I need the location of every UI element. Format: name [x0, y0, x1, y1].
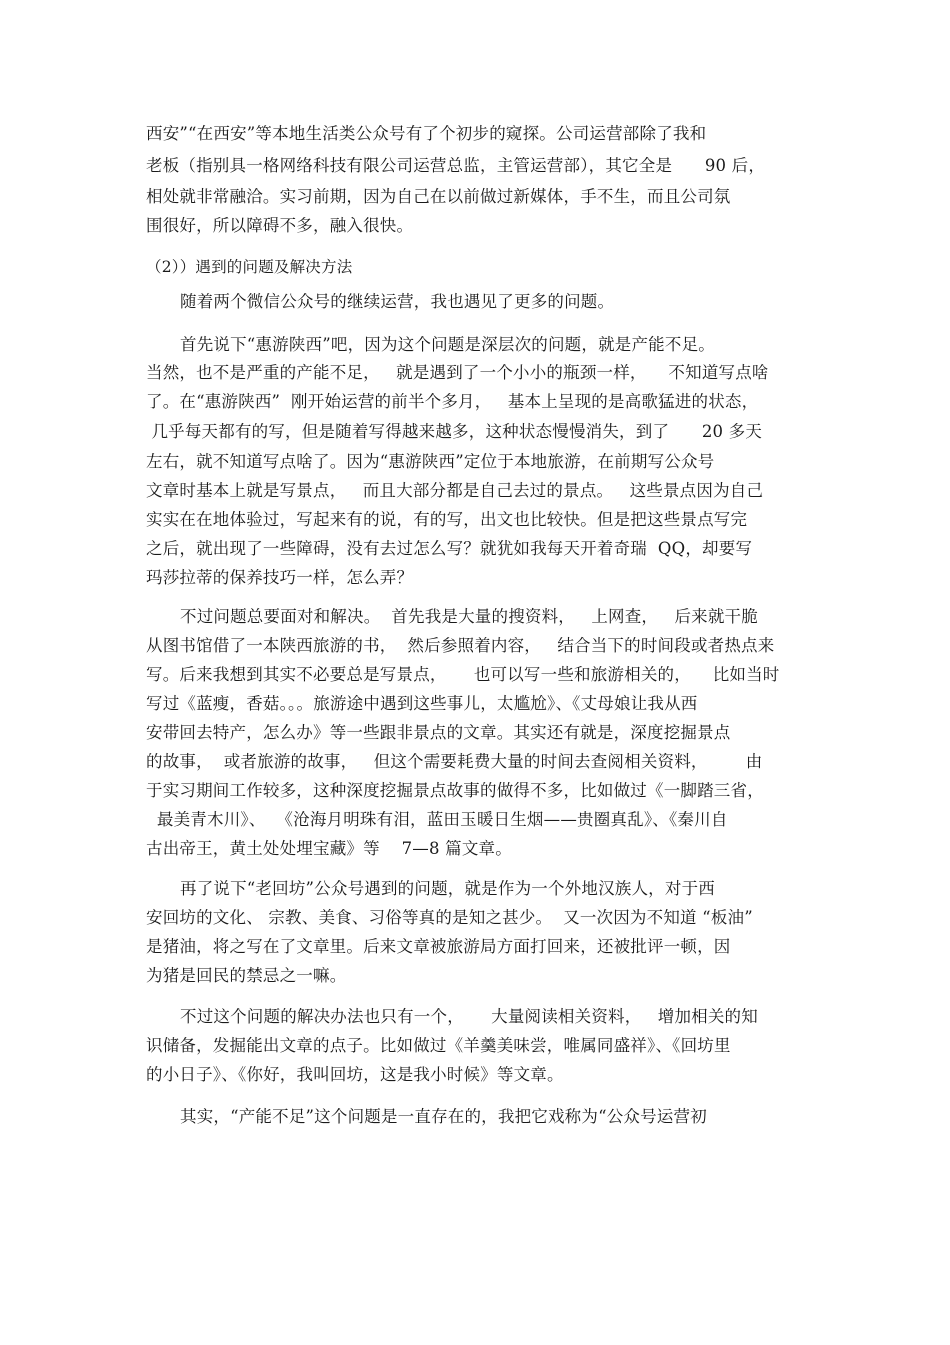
text-line: 之后，就出现了一些障碍，没有去过怎么写？就犹如我每天开着奇瑞 QQ，却要写 [146, 539, 753, 558]
section-heading: （2））遇到的问题及解决方法 [146, 258, 353, 276]
text-line: 于实习期间工作较多，这种深度挖掘景点故事的做得不多，比如做过《一脚踏三省， [146, 781, 764, 800]
text-line: 左右，就不知道写点啥了。因为“惠游陕西”定位于本地旅游，在前期写公众号 [146, 452, 715, 471]
text-line: 古出帝王，黄土处处埋宝藏》等 7—8 篇文章。 [146, 839, 512, 858]
text-line: 不过问题总要面对和解决。 首先我是大量的搜资料， 上网查， 后来就干脆 [180, 607, 758, 626]
text-line: 最美青木川》、 《沧海月明珠有泪，蓝田玉暖日生烟——贵圈真乱》、《秦川自 [146, 810, 728, 829]
text-line: 从图书馆借了一本陕西旅游的书， 然后参照着内容， 结合当下的时间段或者热点来 [146, 636, 775, 655]
text-line: 当然，也不是严重的产能不足， 就是遇到了一个小小的瓶颈一样， 不知道写点啥 [146, 363, 769, 382]
text-line: 为猪是回民的禁忌之一嘛。 [146, 966, 347, 985]
text-line: 几乎每天都有的写，但是随着写得越来越多，这种状态慢慢消失，到了 20 多天 [146, 422, 763, 441]
text-line: 写。后来我想到其实不必要总是写景点， 也可以写一些和旅游相关的， 比如当时 [146, 665, 780, 684]
text-line: 了。在“惠游陕西” 刚开始运营的前半个多月， 基本上呈现的是高歌猛进的状态， [146, 392, 759, 411]
text-line: 相处就非常融洽。实习前期，因为自己在以前做过新媒体，手不生，而且公司氛 [146, 187, 731, 206]
text-line: 西安”“在西安”等本地生活类公众号有了个初步的窥探。公司运营部除了我和 [146, 124, 707, 143]
text-line: 识储备，发掘能出文章的点子。比如做过《羊羹美味尝，唯属同盛祥》、《回坊里 [146, 1036, 731, 1055]
text-line: 是猪油，将之写在了文章里。后来文章被旅游局方面打回来，还被批评一顿，因 [146, 937, 731, 956]
text-line: 围很好，所以障碍不多，融入很快。 [146, 216, 414, 235]
text-line: 的小日子》、《你好，我叫回坊，这是我小时候》等文章。 [146, 1065, 564, 1084]
text-line: 写过《蓝瘦，香菇。。。旅游途中遇到这些事儿，太尴尬》、《丈母娘让我从西 [146, 694, 698, 713]
paragraph-intro: 随着两个微信公众号的继续运营，我也遇见了更多的问题。 [180, 292, 615, 311]
text-line: 安回坊的文化、 宗教、美食、习俗等真的是知之甚少。 又一次因为不知道 “板油” [146, 908, 753, 927]
text-line: 不过这个问题的解决办法也只有一个， 大量阅读相关资料， 增加相关的知 [180, 1007, 758, 1026]
text-line: 的故事， 或者旅游的故事， 但这个需要耗费大量的时间去查阅相关资料， 由 [146, 752, 763, 771]
text-line: 老板（指别具一格网络科技有限公司运营总监，主管运营部），其它全是 90 后， [146, 156, 766, 175]
text-line: 文章时基本上就是写景点， 而且大部分都是自己去过的景点。 这些景点因为自己 [146, 481, 764, 500]
text-line: 实实在在地体验过，写起来有的说，有的写，出文也比较快。但是把这些景点写完 [146, 510, 748, 529]
text-line: 其实，“产能不足”这个问题是一直存在的，我把它戏称为“公众号运营初 [180, 1107, 707, 1126]
text-line: 再了说下“老回坊”公众号遇到的问题，就是作为一个外地汉族人，对于西 [180, 879, 715, 898]
text-line: 首先说下“惠游陕西”吧，因为这个问题是深层次的问题，就是产能不足。 [180, 335, 715, 354]
text-line: 玛莎拉蒂的保养技巧一样，怎么弄？ [146, 568, 414, 587]
text-line: 安带回去特产，怎么办》等一些跟非景点的文章。其实还有就是，深度挖掘景点 [146, 723, 731, 742]
